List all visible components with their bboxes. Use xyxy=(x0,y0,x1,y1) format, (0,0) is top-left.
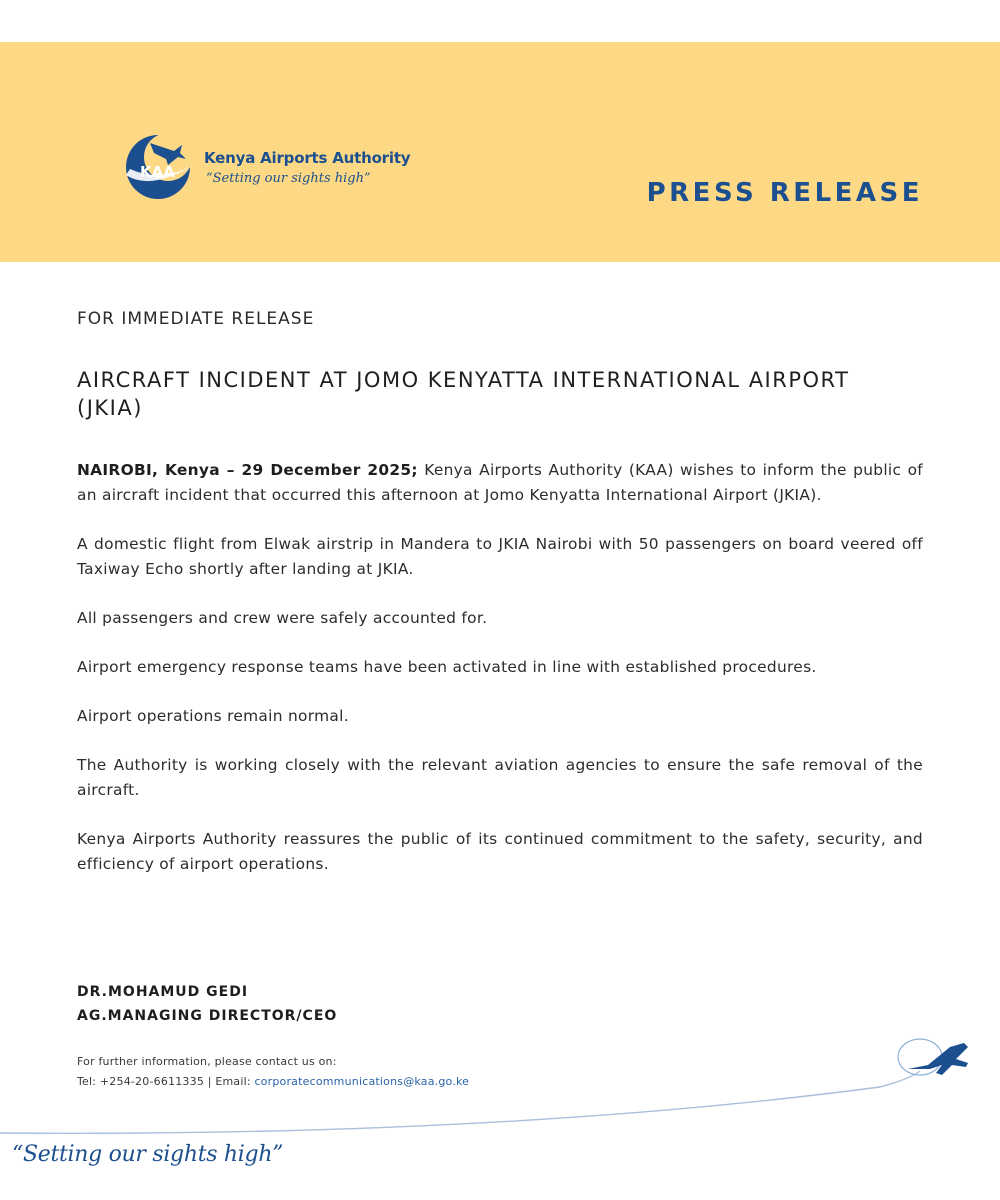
paragraph-3: All passengers and crew were safely accounted for. xyxy=(77,609,488,627)
email-link[interactable]: corporatecommunications@kaa.go.ke xyxy=(254,1075,470,1088)
release-body xyxy=(77,458,923,901)
paragraph-1 xyxy=(77,458,923,508)
kaa-logo xyxy=(120,125,420,205)
org-name: Kenya Airports Authority xyxy=(204,149,411,167)
airplane-icon xyxy=(908,1043,968,1075)
contact-intro: For further information, please contact us on: xyxy=(77,1055,337,1068)
logo-tagline: “Setting our sights high” xyxy=(206,171,371,186)
phone-line: Tel: +254-20-6611335 | Email: xyxy=(77,1075,255,1088)
paragraph-5: Airport operations remain normal. xyxy=(77,707,349,725)
signatory-title: AG.MANAGING DIRECTOR/CEO xyxy=(77,1008,338,1024)
paragraph-2: A domestic flight from Elwak airstrip in Mandera to JKIA Nairobi with 50 passengers on board veered off Taxiway Echo shortly after landing at JKIA. xyxy=(77,535,923,578)
kaa-globe-logo-icon xyxy=(120,125,204,205)
release-label: FOR IMMEDIATE RELEASE xyxy=(77,309,315,329)
paragraph-6: The Authority is working closely with the relevant aviation agencies to ensure the safe removal of the aircraft. xyxy=(77,756,923,799)
paragraph-7: Kenya Airports Authority reassures the public of its continued commitment to the safety, security, and efficiency of airport operations. xyxy=(77,830,923,873)
press-release-title: PRESS RELEASE xyxy=(646,178,923,208)
headline: AIRCRAFT INCIDENT AT JOMO KENYATTA INTERNATIONAL AIRPORT (JKIA) xyxy=(77,368,850,421)
dateline: NAIROBI, Kenya – 29 December 2025; xyxy=(77,461,418,479)
signatory-name: DR.MOHAMUD GEDI xyxy=(77,984,249,1000)
footer-swoosh xyxy=(0,1015,1000,1145)
logo-abbr: KAA xyxy=(140,163,175,181)
paragraph-1-text: Kenya Airports Authority (KAA) wishes to inform the public of an aircraft incident that occurred this afternoon at Jomo Kenyatta International Airport (JKIA). xyxy=(77,461,923,504)
footer-tagline: “Setting our sights high” xyxy=(12,1142,284,1167)
paragraph-4: Airport emergency response teams have been activated in line with established procedures. xyxy=(77,658,817,676)
